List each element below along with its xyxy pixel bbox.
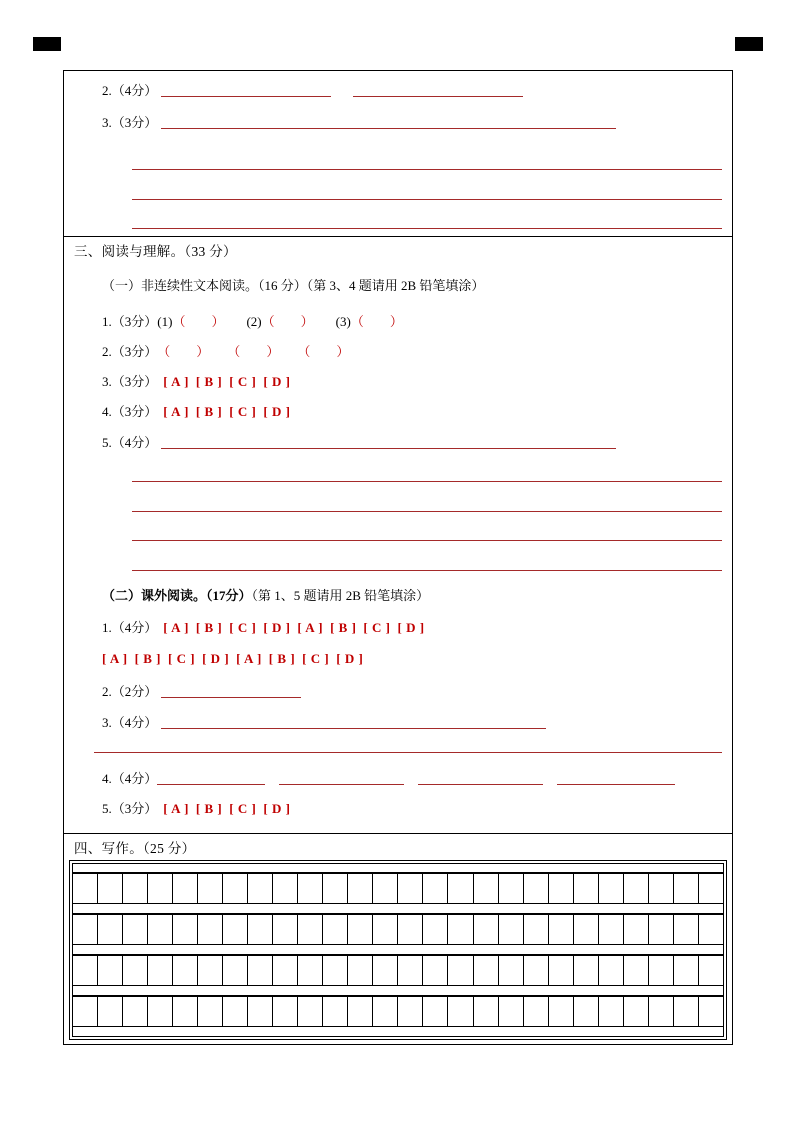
- answer-line[interactable]: [132, 169, 722, 170]
- grid-cell[interactable]: [223, 997, 248, 1026]
- mc-option-a[interactable]: [ A ]: [163, 403, 189, 419]
- paren-answer-slot[interactable]: （ ）: [227, 343, 280, 359]
- mc-option-c[interactable]: [ C ]: [229, 620, 257, 635]
- grid-cell[interactable]: [223, 956, 248, 985]
- grid-cell[interactable]: [649, 874, 674, 903]
- question-label: 4.（3分）: [102, 403, 158, 419]
- grid-cell[interactable]: [474, 956, 499, 985]
- paren-answer-slot[interactable]: （ ）: [297, 343, 350, 359]
- question-label: 3.（4分）: [102, 715, 158, 730]
- grid-cell[interactable]: [273, 997, 298, 1026]
- question-label: 1.（4分）: [102, 620, 158, 635]
- grid-cell[interactable]: [198, 874, 223, 903]
- grid-cell[interactable]: [624, 956, 649, 985]
- answer-blank[interactable]: [418, 771, 543, 785]
- grid-cell[interactable]: [323, 915, 348, 944]
- grid-cell[interactable]: [674, 956, 699, 985]
- grid-cell[interactable]: [574, 874, 599, 903]
- grid-cell[interactable]: [398, 997, 423, 1026]
- question-label: 2.（4分）: [102, 83, 158, 98]
- mc-option-d[interactable]: [ D ]: [263, 373, 291, 389]
- grid-cell[interactable]: [574, 915, 599, 944]
- grid-cell[interactable]: [649, 915, 674, 944]
- grid-cell[interactable]: [499, 874, 524, 903]
- grid-cell[interactable]: [574, 956, 599, 985]
- mc-option-group[interactable]: [163, 621, 297, 634]
- grid-cell[interactable]: [649, 997, 674, 1026]
- grid-cell[interactable]: [98, 874, 123, 903]
- mc-option-d[interactable]: [ D ]: [397, 620, 425, 635]
- mc-option-a[interactable]: [ A ]: [236, 651, 262, 666]
- grid-cell[interactable]: [499, 956, 524, 985]
- grid-cell[interactable]: [248, 874, 273, 903]
- timing-mark-right: [735, 37, 763, 51]
- grid-cell[interactable]: [323, 874, 348, 903]
- grid-cell[interactable]: [499, 997, 524, 1026]
- answer-blank[interactable]: [353, 83, 523, 97]
- grid-cell[interactable]: [499, 915, 524, 944]
- mc-option-group[interactable]: [297, 621, 431, 634]
- mc-option-b[interactable]: [ B ]: [195, 373, 223, 389]
- grid-cell[interactable]: [198, 915, 223, 944]
- grid-cell[interactable]: [348, 997, 373, 1026]
- question-row-p2-1: [64, 621, 432, 634]
- grid-cell[interactable]: [699, 956, 723, 985]
- question-row-p2-5: [64, 802, 297, 815]
- question-label: 5.（4分）: [102, 434, 158, 450]
- mc-option-group[interactable]: [102, 652, 236, 665]
- grid-cell[interactable]: [423, 915, 448, 944]
- grid-cell[interactable]: [549, 915, 574, 944]
- answer-blank[interactable]: [161, 715, 546, 729]
- grid-cell[interactable]: [98, 997, 123, 1026]
- grid-spacer-row: [72, 986, 724, 996]
- answer-line[interactable]: [132, 199, 722, 200]
- mc-option-b[interactable]: [ B ]: [195, 620, 223, 635]
- grid-cell[interactable]: [448, 997, 473, 1026]
- mc-option-b[interactable]: [ B ]: [330, 620, 357, 635]
- band-section-four: [64, 834, 732, 1046]
- grid-cell[interactable]: [599, 997, 624, 1026]
- grid-cell[interactable]: [699, 874, 723, 903]
- grid-cell[interactable]: [373, 956, 398, 985]
- grid-row[interactable]: [72, 914, 724, 945]
- composition-grid[interactable]: [69, 860, 727, 1040]
- mc-option-b[interactable]: [ B ]: [268, 651, 296, 666]
- grid-cell[interactable]: [599, 956, 624, 985]
- mc-option-group[interactable]: [163, 375, 297, 388]
- grid-cell[interactable]: [524, 997, 549, 1026]
- grid-cell[interactable]: [348, 915, 373, 944]
- grid-cell[interactable]: [348, 874, 373, 903]
- answer-blank[interactable]: [157, 771, 265, 785]
- grid-cell[interactable]: [248, 956, 273, 985]
- question-row-p2-1-cont: [64, 652, 370, 665]
- sub-item-label: (1): [157, 313, 173, 329]
- grid-cell[interactable]: [223, 915, 248, 944]
- sub-item-label: (2): [246, 313, 262, 329]
- mc-option-b[interactable]: [ B ]: [134, 651, 161, 666]
- timing-mark-left: [33, 37, 61, 51]
- grid-spacer-row: [72, 863, 724, 873]
- answer-blank[interactable]: [557, 771, 675, 785]
- grid-cell[interactable]: [423, 874, 448, 903]
- grid-cell[interactable]: [373, 874, 398, 903]
- answer-blank[interactable]: [161, 115, 616, 129]
- grid-cell[interactable]: [624, 874, 649, 903]
- grid-cell[interactable]: [398, 956, 423, 985]
- mc-option-d[interactable]: [ D ]: [202, 651, 230, 666]
- band-carryover: [64, 71, 732, 237]
- mc-option-c[interactable]: [ C ]: [229, 373, 257, 389]
- paren-answer-slot[interactable]: （ ）: [172, 313, 225, 329]
- answer-blank[interactable]: [161, 684, 301, 698]
- grid-cell[interactable]: [123, 915, 148, 944]
- question-label: 5.（3分）: [102, 801, 158, 816]
- grid-cell[interactable]: [198, 997, 223, 1026]
- grid-cell[interactable]: [98, 915, 123, 944]
- grid-cell[interactable]: [524, 915, 549, 944]
- question-row-p1-5: [64, 435, 732, 449]
- grid-cell[interactable]: [624, 915, 649, 944]
- answer-line[interactable]: [132, 570, 722, 571]
- grid-spacer-row: [72, 904, 724, 914]
- grid-cell[interactable]: [73, 874, 98, 903]
- grid-cell[interactable]: [423, 997, 448, 1026]
- grid-cell[interactable]: [73, 956, 98, 985]
- mc-option-c[interactable]: [ C ]: [363, 620, 391, 635]
- answer-line[interactable]: [94, 752, 722, 753]
- paren-answer-slot[interactable]: （ ）: [261, 313, 314, 329]
- mc-option-group[interactable]: [236, 652, 370, 665]
- grid-cell[interactable]: [273, 956, 298, 985]
- grid-cell[interactable]: [273, 915, 298, 944]
- grid-cell[interactable]: [123, 956, 148, 985]
- grid-spacer-row: [72, 945, 724, 955]
- question-row-3: [64, 97, 732, 129]
- grid-cell[interactable]: [398, 915, 423, 944]
- grid-cell[interactable]: [148, 956, 173, 985]
- grid-cell[interactable]: [248, 915, 273, 944]
- answer-line[interactable]: [132, 481, 722, 482]
- mc-option-a[interactable]: [ A ]: [163, 620, 189, 635]
- grid-cell[interactable]: [699, 997, 723, 1026]
- section-title-three: 三、阅读与理解。（33 分）: [74, 244, 237, 259]
- grid-cell[interactable]: [524, 874, 549, 903]
- mc-option-c[interactable]: [ C ]: [229, 403, 257, 419]
- answer-line[interactable]: [132, 511, 722, 512]
- question-row-p1-1: [64, 315, 732, 328]
- paren-answer-slot[interactable]: （ ）: [350, 313, 403, 329]
- grid-cell[interactable]: [173, 915, 198, 944]
- mc-option-c[interactable]: [ C ]: [168, 651, 196, 666]
- subsection-heading-text: （二）课外阅读。（17分）: [102, 588, 252, 603]
- grid-cell[interactable]: [674, 915, 699, 944]
- mc-option-d[interactable]: [ D ]: [336, 651, 364, 666]
- grid-cell[interactable]: [474, 874, 499, 903]
- grid-cell[interactable]: [173, 997, 198, 1026]
- grid-cell[interactable]: [599, 874, 624, 903]
- question-row-p1-4: [64, 405, 732, 418]
- grid-cell[interactable]: [474, 997, 499, 1026]
- grid-cell[interactable]: [674, 874, 699, 903]
- grid-cell[interactable]: [624, 997, 649, 1026]
- mc-option-a[interactable]: [ A ]: [163, 373, 189, 389]
- question-row-p2-3: [64, 715, 546, 729]
- grid-cell[interactable]: [674, 997, 699, 1026]
- subsection-heading-two: [64, 589, 429, 602]
- grid-row[interactable]: [72, 996, 724, 1027]
- answer-line[interactable]: [132, 540, 722, 541]
- question-row-p1-3: [64, 375, 732, 388]
- grid-cell[interactable]: [323, 997, 348, 1026]
- grid-cell[interactable]: [198, 956, 223, 985]
- grid-cell[interactable]: [98, 956, 123, 985]
- subsection-heading-note: （第 1、5 题请用 2B 铅笔填涂）: [251, 588, 430, 603]
- grid-cell[interactable]: [148, 997, 173, 1026]
- question-label: 3.（3分）: [102, 373, 158, 389]
- mc-option-group[interactable]: [163, 405, 297, 418]
- mc-option-d[interactable]: [ D ]: [263, 620, 291, 635]
- mc-option-b[interactable]: [ B ]: [195, 801, 223, 816]
- subsection-heading-text: （一）非连续性文本阅读。（16 分）: [102, 277, 307, 293]
- grid-cell[interactable]: [73, 997, 98, 1026]
- grid-cell[interactable]: [173, 874, 198, 903]
- question-row-2: [64, 71, 732, 97]
- section-title-four: 四、写作。（25 分）: [74, 841, 196, 856]
- grid-cell[interactable]: [599, 915, 624, 944]
- grid-cell[interactable]: [223, 874, 248, 903]
- grid-cell[interactable]: [123, 874, 148, 903]
- mc-option-b[interactable]: [ B ]: [195, 403, 223, 419]
- grid-cell[interactable]: [298, 997, 323, 1026]
- grid-cell[interactable]: [549, 874, 574, 903]
- grid-cell[interactable]: [448, 956, 473, 985]
- grid-spacer-row: [72, 1027, 724, 1037]
- grid-cell[interactable]: [298, 874, 323, 903]
- question-label: 3.（3分）: [102, 115, 158, 130]
- question-row-p2-2: [64, 684, 301, 698]
- band-section-three: [64, 237, 732, 834]
- paren-answer-slot[interactable]: （ ）: [157, 343, 210, 359]
- grid-cell[interactable]: [549, 956, 574, 985]
- mc-option-d[interactable]: [ D ]: [263, 801, 291, 816]
- subsection-heading-note: （第 3、4 题请用 2B 铅笔填涂）: [306, 277, 485, 293]
- mc-option-c[interactable]: [ C ]: [229, 801, 257, 816]
- question-label: 1.（3分）: [102, 313, 158, 329]
- grid-cell[interactable]: [373, 915, 398, 944]
- mc-option-a[interactable]: [ A ]: [297, 620, 324, 635]
- grid-cell[interactable]: [373, 997, 398, 1026]
- mc-option-c[interactable]: [ C ]: [302, 651, 330, 666]
- mc-option-d[interactable]: [ D ]: [263, 403, 291, 419]
- mc-option-group[interactable]: [163, 802, 297, 815]
- grid-cell[interactable]: [173, 956, 198, 985]
- grid-cell[interactable]: [649, 956, 674, 985]
- grid-cell[interactable]: [448, 915, 473, 944]
- grid-cell[interactable]: [148, 915, 173, 944]
- grid-cell[interactable]: [549, 997, 574, 1026]
- grid-cell[interactable]: [323, 956, 348, 985]
- answer-sheet: [63, 70, 733, 1045]
- question-row-p1-2: [64, 345, 732, 358]
- answer-line[interactable]: [132, 228, 722, 229]
- grid-cell[interactable]: [148, 874, 173, 903]
- question-label: 2.（2分）: [102, 684, 158, 699]
- grid-cell[interactable]: [73, 915, 98, 944]
- question-label: 4.（4分）: [102, 771, 158, 786]
- answer-blank[interactable]: [161, 435, 616, 449]
- grid-cell[interactable]: [273, 874, 298, 903]
- grid-cell[interactable]: [474, 915, 499, 944]
- grid-cell[interactable]: [524, 956, 549, 985]
- grid-cell[interactable]: [248, 997, 273, 1026]
- answer-blank[interactable]: [279, 771, 404, 785]
- grid-cell[interactable]: [123, 997, 148, 1026]
- answer-blank[interactable]: [161, 83, 331, 97]
- grid-row[interactable]: [72, 873, 724, 904]
- grid-cell[interactable]: [699, 915, 723, 944]
- grid-cell[interactable]: [398, 874, 423, 903]
- mc-option-a[interactable]: [ A ]: [163, 801, 189, 816]
- mc-option-a[interactable]: [ A ]: [102, 651, 128, 666]
- question-row-p2-4: [64, 771, 675, 785]
- sub-item-label: (3): [335, 313, 351, 329]
- subsection-heading-one: [64, 279, 732, 292]
- grid-cell[interactable]: [298, 915, 323, 944]
- grid-row[interactable]: [72, 955, 724, 986]
- grid-cell[interactable]: [448, 874, 473, 903]
- question-label: 2.（3分）: [102, 343, 158, 359]
- grid-cell[interactable]: [298, 956, 323, 985]
- grid-cell[interactable]: [348, 956, 373, 985]
- grid-cell[interactable]: [574, 997, 599, 1026]
- grid-cell[interactable]: [423, 956, 448, 985]
